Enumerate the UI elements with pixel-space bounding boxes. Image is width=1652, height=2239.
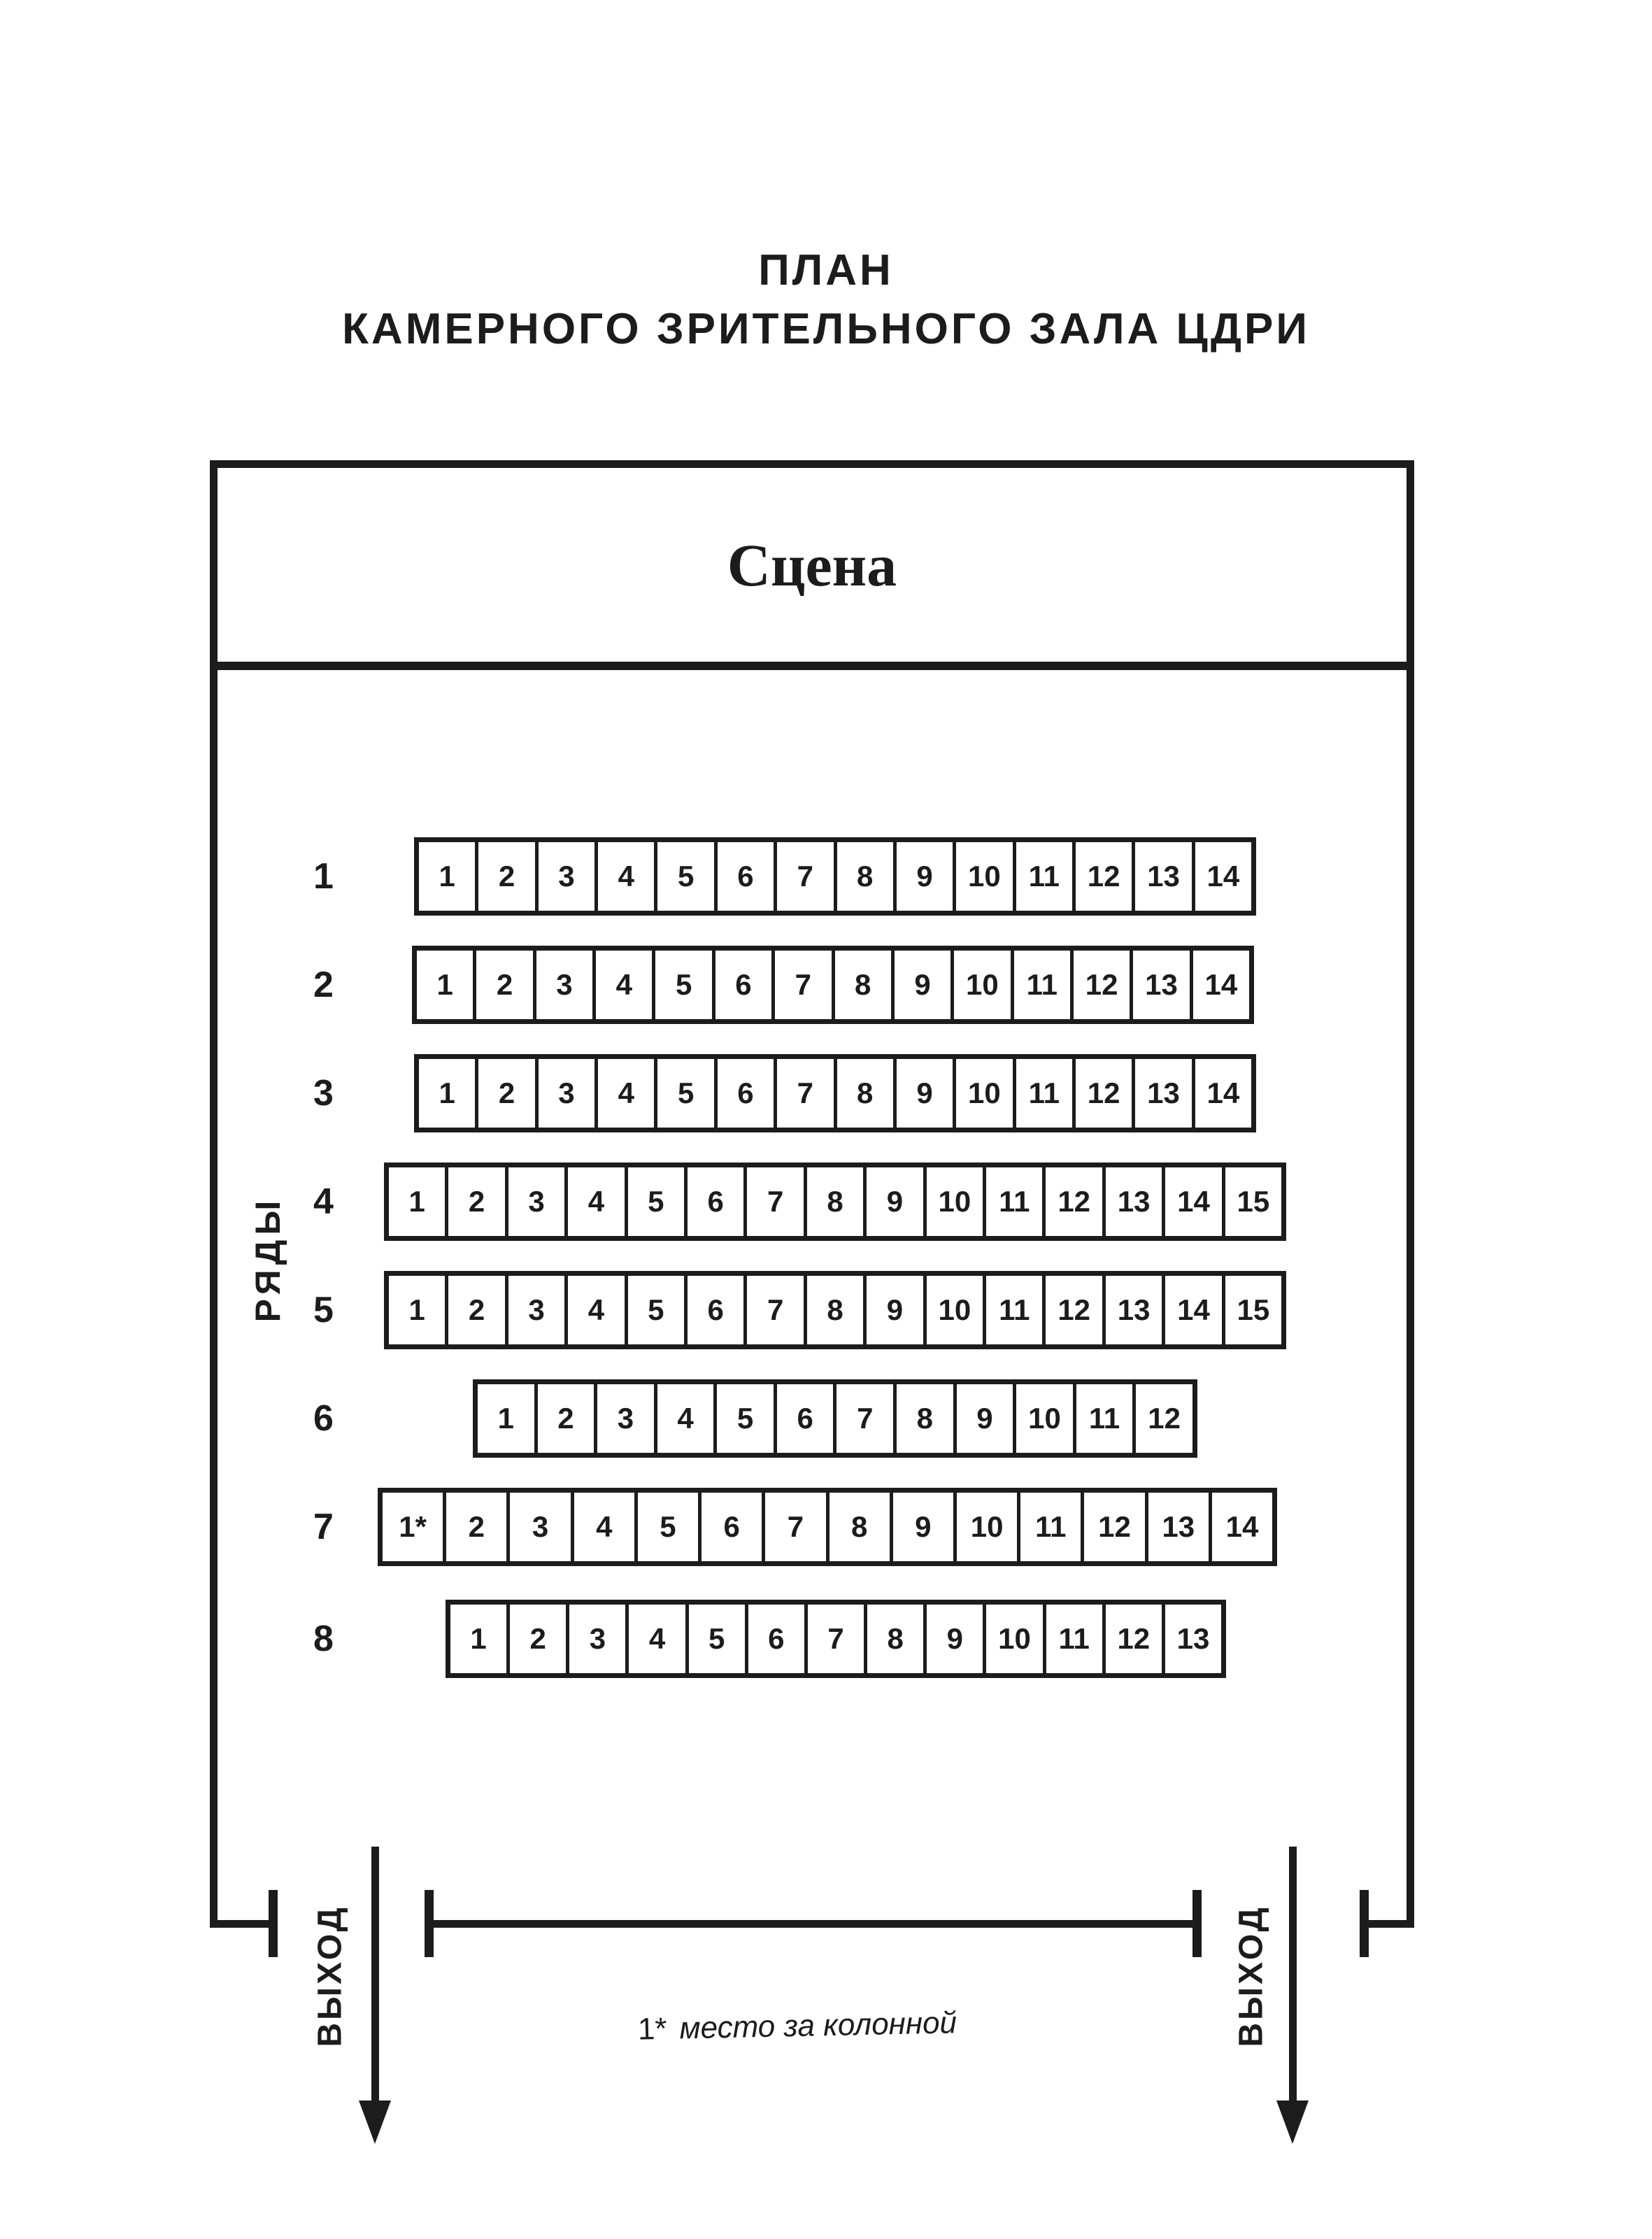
stage-area — [218, 468, 1407, 662]
seat-r4-s12[interactable]: 12 — [1042, 1167, 1102, 1236]
seat-r5-s15[interactable]: 15 — [1222, 1276, 1281, 1344]
seat-r2-s8[interactable]: 8 — [832, 951, 891, 1019]
row-3-label: 3 — [313, 1073, 334, 1114]
seat-r6-s3[interactable]: 3 — [594, 1384, 654, 1453]
seat-r4-s6[interactable]: 6 — [684, 1167, 743, 1236]
seat-r8-s13[interactable]: 13 — [1162, 1605, 1221, 1673]
hall-wall-left — [210, 460, 218, 1928]
seat-r8-s9[interactable]: 9 — [923, 1605, 983, 1673]
seat-r8-s3[interactable]: 3 — [566, 1605, 625, 1673]
seat-row-6 — [473, 1379, 1197, 1458]
seat-r2-s5[interactable]: 5 — [652, 951, 711, 1019]
seat-row-5 — [384, 1271, 1286, 1349]
seat-r5-s1[interactable]: 1 — [389, 1276, 445, 1344]
seat-r3-s14[interactable]: 14 — [1192, 1059, 1251, 1128]
seat-r2-s3[interactable]: 3 — [533, 951, 592, 1019]
seat-r1-s14[interactable]: 14 — [1192, 842, 1251, 911]
seat-r8-s12[interactable]: 12 — [1102, 1605, 1162, 1673]
seat-r2-s13[interactable]: 13 — [1130, 951, 1189, 1019]
seat-r8-s5[interactable]: 5 — [685, 1605, 745, 1673]
seat-row-3 — [414, 1054, 1256, 1132]
seat-r3-s1[interactable]: 1 — [419, 1059, 475, 1128]
footnote-text: место за колонной — [678, 2005, 957, 2046]
seat-r5-s3[interactable]: 3 — [505, 1276, 564, 1344]
seat-r2-s6[interactable]: 6 — [712, 951, 771, 1019]
stage-label: Сцена — [727, 531, 897, 599]
row-2-label: 2 — [313, 965, 334, 1005]
seat-r6-s5[interactable]: 5 — [713, 1384, 774, 1453]
seat-r7-s10[interactable]: 10 — [953, 1493, 1017, 1561]
seat-r4-s2[interactable]: 2 — [445, 1167, 504, 1236]
seat-r7-s6[interactable]: 6 — [698, 1493, 762, 1561]
seat-r4-s10[interactable]: 10 — [923, 1167, 983, 1236]
seat-r8-s2[interactable]: 2 — [506, 1605, 566, 1673]
row-7-label: 7 — [313, 1507, 334, 1547]
right-exit-door-post-outer — [1360, 1890, 1369, 1957]
seat-r4-s1[interactable]: 1 — [389, 1167, 445, 1236]
seat-r5-s11[interactable]: 11 — [983, 1276, 1042, 1344]
row-1-label: 1 — [313, 856, 334, 897]
seat-r7-s11[interactable]: 11 — [1017, 1493, 1081, 1561]
seat-r6-s9[interactable]: 9 — [953, 1384, 1013, 1453]
seat-r3-s9[interactable]: 9 — [893, 1059, 953, 1128]
seat-r4-s11[interactable]: 11 — [983, 1167, 1042, 1236]
seat-r7-s12[interactable]: 12 — [1081, 1493, 1144, 1561]
seat-r2-s9[interactable]: 9 — [891, 951, 950, 1019]
seat-r8-s6[interactable]: 6 — [745, 1605, 804, 1673]
seat-r2-s4[interactable]: 4 — [592, 951, 652, 1019]
seat-r7-s8[interactable]: 8 — [826, 1493, 890, 1561]
seat-r8-s4[interactable]: 4 — [625, 1605, 685, 1673]
seat-r7-s14[interactable]: 14 — [1209, 1493, 1272, 1561]
seat-r6-s1[interactable]: 1 — [478, 1384, 534, 1453]
row-8-label: 8 — [313, 1619, 334, 1659]
seat-r5-s8[interactable]: 8 — [804, 1276, 863, 1344]
seat-r7-s3[interactable]: 3 — [506, 1493, 570, 1561]
seat-r6-s4[interactable]: 4 — [654, 1384, 714, 1453]
seat-r2-s1[interactable]: 1 — [417, 951, 473, 1019]
seat-r1-s7[interactable]: 7 — [774, 842, 833, 911]
seat-row-8 — [446, 1600, 1226, 1678]
seat-r1-s9[interactable]: 9 — [893, 842, 953, 911]
seat-r8-s7[interactable]: 7 — [804, 1605, 864, 1673]
seat-r4-s13[interactable]: 13 — [1102, 1167, 1162, 1236]
row-4-label: 4 — [313, 1181, 334, 1222]
left-exit-label: ВЫХОД — [311, 1905, 349, 2047]
seat-r7-s2[interactable]: 2 — [443, 1493, 506, 1561]
seat-r8-s11[interactable]: 11 — [1043, 1605, 1102, 1673]
hall-wall-right — [1407, 460, 1414, 1928]
seat-r1-s2[interactable]: 2 — [475, 842, 534, 911]
seat-r5-s13[interactable]: 13 — [1102, 1276, 1162, 1344]
seat-r3-s13[interactable]: 13 — [1132, 1059, 1191, 1128]
seat-r2-s10[interactable]: 10 — [950, 951, 1010, 1019]
seat-r1-s6[interactable]: 6 — [714, 842, 774, 911]
left-exit-arrow-icon — [371, 1847, 379, 2102]
row-5-label: 5 — [313, 1290, 334, 1330]
seat-r1-s10[interactable]: 10 — [953, 842, 1012, 911]
seat-r3-s11[interactable]: 11 — [1013, 1059, 1072, 1128]
seat-r2-s7[interactable]: 7 — [771, 951, 831, 1019]
seat-r5-s4[interactable]: 4 — [564, 1276, 624, 1344]
seat-r4-s15[interactable]: 15 — [1222, 1167, 1281, 1236]
seat-r3-s6[interactable]: 6 — [714, 1059, 774, 1128]
seat-r1-s5[interactable]: 5 — [654, 842, 713, 911]
seat-r7-s1[interactable]: 1* — [383, 1493, 443, 1561]
seat-r6-s8[interactable]: 8 — [893, 1384, 953, 1453]
seat-r7-s7[interactable]: 7 — [762, 1493, 825, 1561]
left-exit-door-post-outer — [269, 1890, 278, 1957]
seat-r5-s5[interactable]: 5 — [625, 1276, 684, 1344]
seat-r6-s10[interactable]: 10 — [1013, 1384, 1073, 1453]
left-exit-door-post-inner — [425, 1890, 434, 1957]
seat-r1-s12[interactable]: 12 — [1072, 842, 1132, 911]
seat-r6-s11[interactable]: 11 — [1073, 1384, 1133, 1453]
seat-r5-s6[interactable]: 6 — [684, 1276, 743, 1344]
right-exit-door-post-inner — [1192, 1890, 1202, 1957]
seat-r3-s2[interactable]: 2 — [475, 1059, 534, 1128]
seat-r2-s2[interactable]: 2 — [473, 951, 532, 1019]
seat-r1-s3[interactable]: 3 — [535, 842, 594, 911]
plan-title-line1: ПЛАН — [758, 246, 894, 294]
seat-r1-s8[interactable]: 8 — [834, 842, 893, 911]
seat-r1-s1[interactable]: 1 — [419, 842, 475, 911]
seat-r6-s12[interactable]: 12 — [1132, 1384, 1192, 1453]
seat-r8-s8[interactable]: 8 — [864, 1605, 923, 1673]
seat-r4-s14[interactable]: 14 — [1162, 1167, 1221, 1236]
seat-r2-s12[interactable]: 12 — [1070, 951, 1130, 1019]
seat-r1-s11[interactable]: 11 — [1013, 842, 1072, 911]
seat-r5-s2[interactable]: 2 — [445, 1276, 504, 1344]
seat-row-7 — [378, 1488, 1277, 1566]
seat-r1-s4[interactable]: 4 — [594, 842, 654, 911]
hall-wall-top — [210, 460, 1414, 468]
seat-r3-s7[interactable]: 7 — [774, 1059, 833, 1128]
seat-r3-s3[interactable]: 3 — [535, 1059, 594, 1128]
seat-r3-s8[interactable]: 8 — [834, 1059, 893, 1128]
seat-r8-s1[interactable]: 1 — [450, 1605, 506, 1673]
seat-r5-s9[interactable]: 9 — [863, 1276, 923, 1344]
seat-row-1 — [414, 837, 1256, 916]
seat-r7-s9[interactable]: 9 — [890, 1493, 953, 1561]
seat-r6-s7[interactable]: 7 — [833, 1384, 893, 1453]
seat-r5-s7[interactable]: 7 — [743, 1276, 803, 1344]
seat-r4-s8[interactable]: 8 — [804, 1167, 863, 1236]
seat-r5-s10[interactable]: 10 — [923, 1276, 983, 1344]
seat-r7-s13[interactable]: 13 — [1145, 1493, 1209, 1561]
seat-r3-s5[interactable]: 5 — [654, 1059, 713, 1128]
left-exit-arrowhead-icon — [359, 2101, 391, 2144]
seat-r3-s12[interactable]: 12 — [1072, 1059, 1132, 1128]
right-exit-arrowhead-icon — [1276, 2101, 1309, 2144]
row-6-label: 6 — [313, 1398, 334, 1439]
seat-r5-s14[interactable]: 14 — [1162, 1276, 1221, 1344]
plan-title-line2: КАМЕРНОГО ЗРИТЕЛЬНОГО ЗАЛА ЦДРИ — [342, 305, 1310, 353]
seat-r4-s7[interactable]: 7 — [743, 1167, 803, 1236]
seat-r2-s11[interactable]: 11 — [1011, 951, 1070, 1019]
seat-r4-s4[interactable]: 4 — [564, 1167, 624, 1236]
stage-front-line — [210, 662, 1414, 670]
plan-title — [0, 241, 1652, 359]
seat-r1-s13[interactable]: 13 — [1132, 842, 1191, 911]
rows-axis-label: РЯДЫ — [248, 1195, 287, 1323]
seat-r2-s14[interactable]: 14 — [1190, 951, 1249, 1019]
seat-r3-s10[interactable]: 10 — [953, 1059, 1012, 1128]
seat-r7-s4[interactable]: 4 — [571, 1493, 634, 1561]
seat-r6-s2[interactable]: 2 — [534, 1384, 594, 1453]
seat-r4-s3[interactable]: 3 — [505, 1167, 564, 1236]
seat-r4-s5[interactable]: 5 — [625, 1167, 684, 1236]
seat-r3-s4[interactable]: 4 — [594, 1059, 654, 1128]
hall-wall-bottom-middle — [425, 1920, 1202, 1928]
footnote-marker: 1* — [637, 2011, 667, 2047]
seat-row-4 — [384, 1163, 1286, 1241]
seat-r4-s9[interactable]: 9 — [863, 1167, 923, 1236]
hall-wall-bottom-left-stub — [210, 1920, 278, 1928]
seat-r8-s10[interactable]: 10 — [983, 1605, 1042, 1673]
seat-r6-s6[interactable]: 6 — [774, 1384, 834, 1453]
footnote — [637, 2005, 957, 2057]
right-exit-label: ВЫХОД — [1232, 1905, 1270, 2047]
seat-r7-s5[interactable]: 5 — [634, 1493, 698, 1561]
seat-row-2 — [412, 946, 1254, 1024]
right-exit-arrow-icon — [1289, 1847, 1297, 2102]
seat-r5-s12[interactable]: 12 — [1042, 1276, 1102, 1344]
